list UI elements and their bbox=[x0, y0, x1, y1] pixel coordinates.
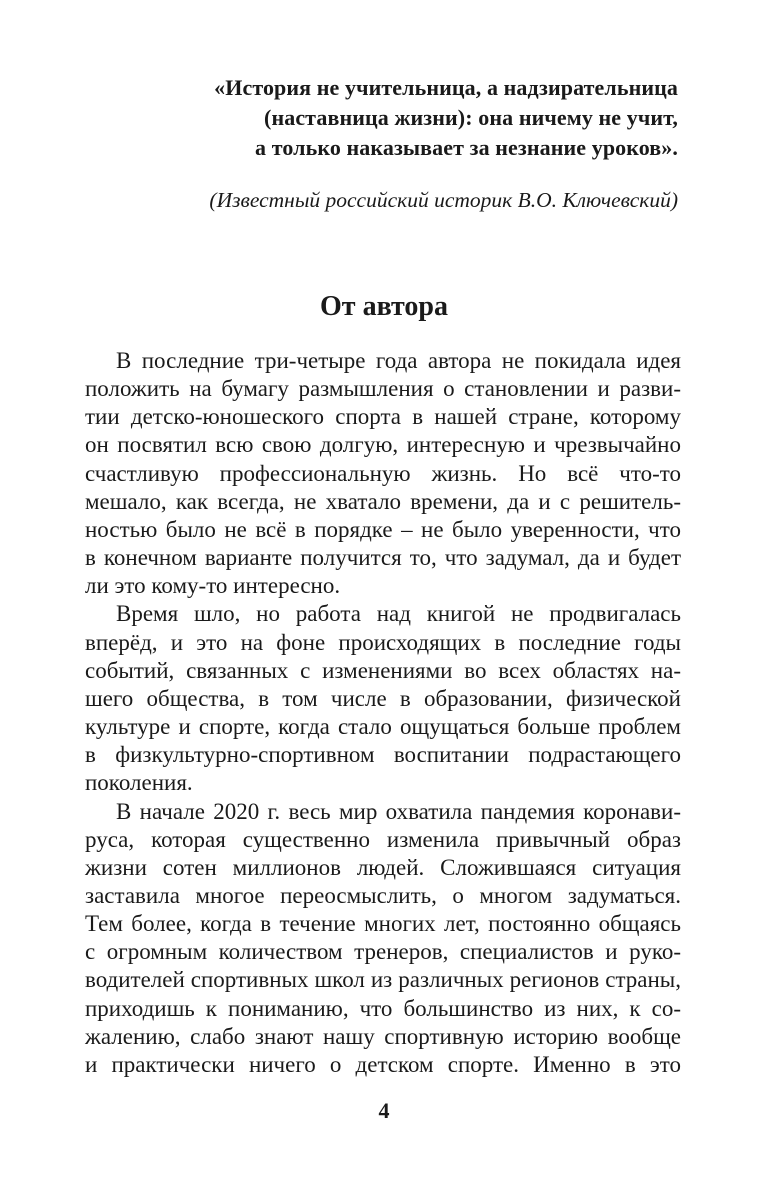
epigraph-line: а только наказывает за незнание уроков». bbox=[255, 135, 678, 160]
text-line: культуре и спорте, когда стало ощущаться больше проблем bbox=[85, 714, 681, 740]
text-line: с огромным количеством тренеров, специалистов и руко- bbox=[85, 939, 681, 965]
epigraph-source: (Известный российский историк В.О. Ключевский) bbox=[209, 188, 678, 212]
text-line: заставила многое переосмыслить, о многом задуматься. bbox=[85, 882, 681, 908]
text-line: жизни сотен миллионов людей. Сложившаяся ситуация bbox=[85, 854, 681, 880]
text-line: событий, связанных с изменениями во всех областях на- bbox=[85, 657, 681, 683]
epigraph bbox=[78, 73, 678, 214]
text-line: шего общества, в том числе в образовании, физической bbox=[85, 685, 681, 711]
epigraph-line: «История не учительница, а надзирательница bbox=[214, 75, 678, 100]
text-line: жалению, слабо знают нашу спортивную историю вообще bbox=[85, 1023, 681, 1049]
text-line: Тем более, когда в течение многих лет, постоянно общаясь bbox=[85, 911, 681, 937]
text-line: ностью было не всё в порядке – не было уверенности, что bbox=[85, 516, 681, 542]
text-line: Время шло, но работа над книгой не продвигалась bbox=[116, 601, 681, 627]
body-text bbox=[85, 347, 681, 1079]
text-line: поколения. bbox=[85, 770, 193, 796]
page-number: 4 bbox=[378, 1098, 390, 1123]
text-line: В начале 2020 г. весь мир охватила пандемия коронави- bbox=[116, 798, 681, 824]
paragraph bbox=[85, 347, 681, 600]
epigraph-line: (наставница жизни): она ничему не учит, bbox=[264, 105, 678, 130]
text-line: В последние три-четыре года автора не покидала идея bbox=[116, 348, 681, 373]
text-line: мешало, как всегда, не хватало времени, да и с решитель- bbox=[85, 488, 681, 514]
paragraph bbox=[85, 798, 681, 1080]
text-line: в конечном варианте получится то, что задумал, да и будет bbox=[85, 545, 681, 571]
text-line: в физкультурно-спортивном воспитании подрастающего bbox=[85, 742, 681, 768]
text-line: водителей спортивных школ из различных регионов страны, bbox=[85, 967, 681, 993]
text-line: и практически ничего о детском спорте. Именно в это bbox=[85, 1051, 681, 1077]
section-heading: От автора bbox=[320, 291, 448, 322]
text-line: руса, которая существенно изменила привычный образ bbox=[85, 826, 681, 852]
text-line: положить на бумагу размышления о становлении и разви- bbox=[85, 376, 681, 402]
text-line: приходишь к пониманию, что большинство из них, к со- bbox=[85, 995, 681, 1021]
text-line: ли это кому-то интересно. bbox=[85, 573, 341, 599]
paragraph bbox=[85, 600, 681, 797]
text-line: вперёд, и это на фоне происходящих в последние годы bbox=[85, 629, 681, 655]
text-line: тии детско-юношеского спорта в нашей стране, которому bbox=[85, 404, 681, 430]
text-line: он посвятил всю свою долгую, интересную и чрезвычайно bbox=[85, 432, 681, 458]
text-line: счастливую профессиональную жизнь. Но всё что-то bbox=[85, 460, 681, 486]
